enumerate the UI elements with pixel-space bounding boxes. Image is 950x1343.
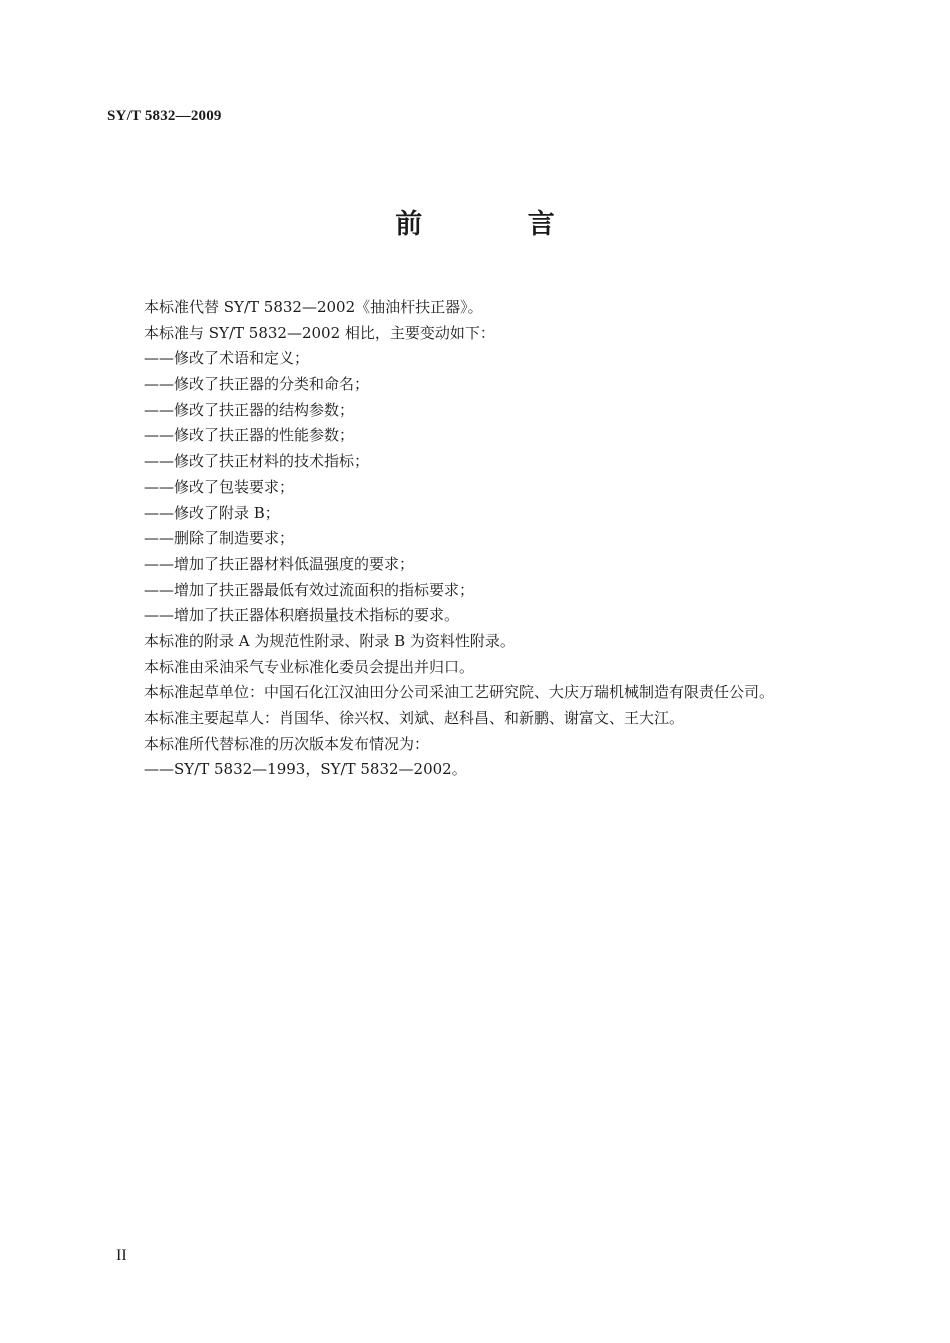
foreword-line: ——删除了制造要求；	[144, 529, 295, 548]
foreword-line: ——增加了扶正器体积磨损量技术指标的要求。	[144, 606, 460, 625]
foreword-line: ——修改了术语和定义；	[144, 349, 310, 368]
page-number: II	[116, 1247, 127, 1264]
foreword-line: 本标准起草单位：中国石化江汉油田分公司采油工艺研究院、大庆万瑞机械制造有限责任公司。	[144, 683, 775, 702]
foreword-line: ——增加了扶正器最低有效过流面积的指标要求；	[144, 580, 475, 599]
foreword-line: 本标准代替 SY/T 5832—2002《抽油杆扶正器》。	[144, 298, 483, 316]
foreword-line: 本标准所代替标准的历次版本发布情况为：	[144, 734, 430, 753]
foreword-line: ——修改了扶正器的性能参数；	[144, 426, 355, 445]
foreword-line: ——修改了包装要求；	[144, 477, 295, 496]
foreword-line: ——修改了扶正器的分类和命名；	[144, 375, 370, 394]
foreword-line: 本标准由采油采气专业标准化委员会提出并归口。	[144, 657, 475, 676]
foreword-line: ——SY/T 5832—1993，SY/T 5832—2002。	[144, 760, 467, 779]
foreword-line: 本标准主要起草人：肖国华、徐兴权、刘斌、赵科昌、和新鹏、谢富文、王大江。	[144, 709, 685, 727]
foreword-line: ——增加了扶正器材料低温强度的要求；	[144, 554, 415, 573]
foreword-body	[144, 295, 864, 783]
standard-code: SY/T 5832—2009	[107, 108, 222, 124]
foreword-line: ——修改了扶正器的结构参数；	[144, 400, 355, 419]
foreword-line: ——修改了扶正材料的技术指标；	[144, 452, 370, 471]
foreword-line: 本标准的附录 A 为规范性附录、附录 B 为资料性附录。	[144, 631, 515, 650]
foreword-line: ——修改了附录 B；	[144, 503, 280, 522]
page-title: 前 言	[395, 209, 603, 240]
foreword-line: 本标准与 SY/T 5832—2002 相比，主要变动如下：	[144, 323, 495, 342]
